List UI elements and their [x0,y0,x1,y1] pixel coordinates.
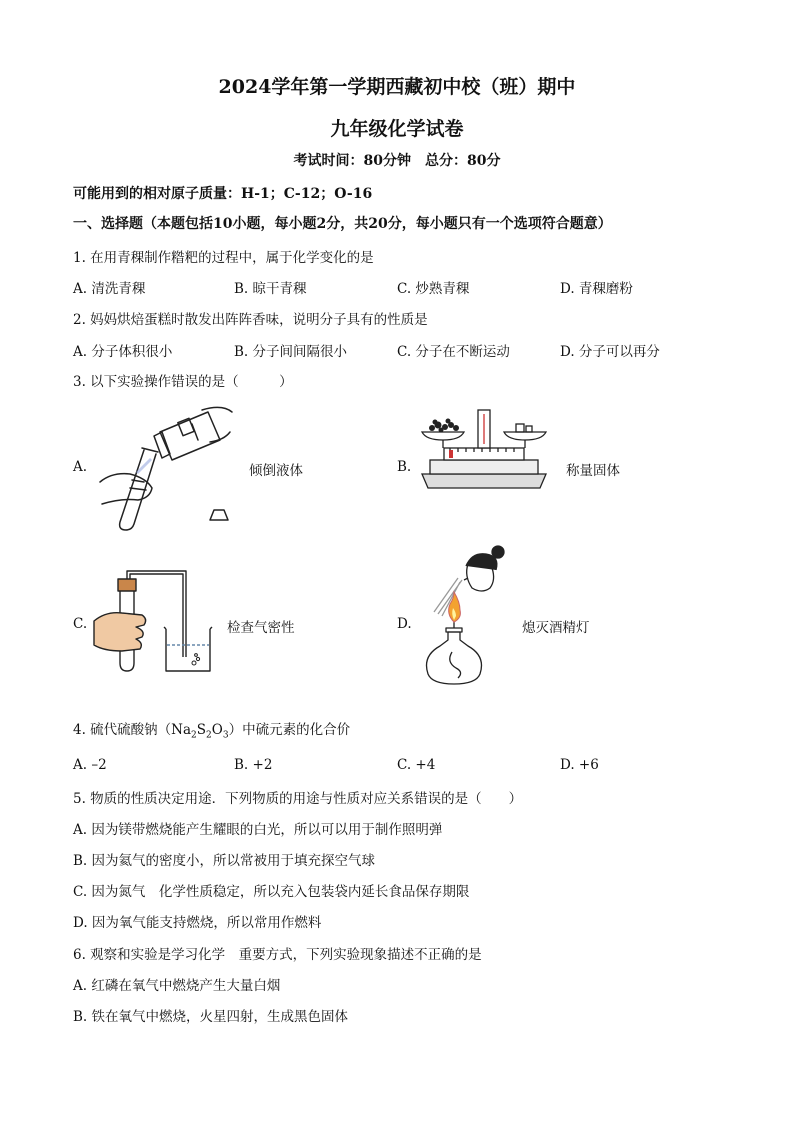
question-1-option-d: D. 青稞磨粉 [560,281,633,297]
question-3-stem: 3. 以下实验操作错误的是（ ） [73,374,293,390]
question-5-option-d: D. 因为氧气能支持燃烧，所以常用作燃料 [73,915,322,931]
atomic-masses: 可能用到的相对原子质量：H-1；C-12；O-16 [73,186,373,202]
question-5-option-b: B. 因为氦气的密度小，所以常被用于填充探空气球 [73,853,376,869]
question-3-option-d-caption: 熄灭酒精灯 [522,620,590,636]
question-2-stem: 2. 妈妈烘焙蛋糕时散发出阵阵香味，说明分子具有的性质是 [73,312,428,328]
question-4-stem [73,718,350,741]
question-6-option-b: B. 铁在氧气中燃烧，火星四射，生成黑色固体 [73,1009,349,1025]
question-3-option-a-letter: A. [73,459,88,475]
question-4-option-a: A. –2 [73,757,107,773]
exam-title: 2024学年第一学期西藏初中校（班）期中 [218,76,576,98]
question-1-option-c: C. 炒熟青稞 [397,281,470,297]
formula-s: S [196,722,207,738]
question-3-option-b-letter: B. [397,459,412,475]
formula-na-sub: 2 [191,730,197,741]
question-2-option-b: B. 分子间间隔很小 [234,344,348,360]
exam-subtitle: 九年级化学试卷 [330,118,464,140]
question-3-option-c-caption: 检查气密性 [227,620,295,636]
question-3-option-b-caption: 称量固体 [566,463,620,479]
section-heading: 一、选择题（本题包括10小题，每小题2分，共20分，每小题只有一个选项符合题意） [73,216,612,232]
exam-info: 考试时间：80分钟 总分：80分 [293,153,501,169]
question-2-option-c: C. 分子在不断运动 [397,344,510,360]
formula-na: Na [171,722,192,738]
question-1-stem: 1. 在用青稞制作糌粑的过程中，属于化学变化的是 [73,250,374,266]
blowing-out-alcohol-lamp-illustration [416,544,516,700]
question-5-option-a: A. 因为镁带燃烧能产生耀眼的白光，所以可以用于制作照明弹 [73,822,443,838]
question-4-stem-suffix: ）中硫元素的化合价 [228,722,351,738]
question-2-option-d: D. 分子可以再分 [560,344,660,360]
balance-scale-illustration [416,404,552,490]
question-4-option-c: C. +4 [397,757,436,773]
question-5-option-c: C. 因为氮气 化学性质稳定，所以充入包装袋内延长食品保存期限 [73,884,470,900]
question-3-option-a-caption: 倾倒液体 [249,463,303,479]
question-6-option-a: A. 红磷在氧气中燃烧产生大量白烟 [73,978,281,994]
question-4-option-b: B. +2 [234,757,273,773]
question-3-option-c-letter: C. [73,616,88,632]
formula-o-sub: 3 [222,730,229,741]
question-2-option-a: A. 分子体积很小 [73,344,173,360]
question-4-stem-prefix: 4. 硫代硫酸钠（ [73,722,172,738]
question-5-stem: 5. 物质的性质决定用途．下列物质的用途与性质对应关系错误的是（ ） [73,791,523,807]
question-1-option-b: B. 晾干青稞 [234,281,307,297]
question-4-option-d: D. +6 [560,757,599,773]
question-3-option-d-letter: D. [397,616,412,632]
question-1-option-a: A. 清洗青稞 [73,281,146,297]
pouring-liquid-illustration [92,402,242,532]
formula-s-sub: 2 [206,730,212,741]
question-6-stem: 6. 观察和实验是学习化学 重要方式，下列实验现象描述不正确的是 [73,947,482,963]
airtightness-check-illustration [92,567,214,677]
sodium-thiosulfate-formula [171,722,229,741]
formula-o: O [211,722,223,738]
